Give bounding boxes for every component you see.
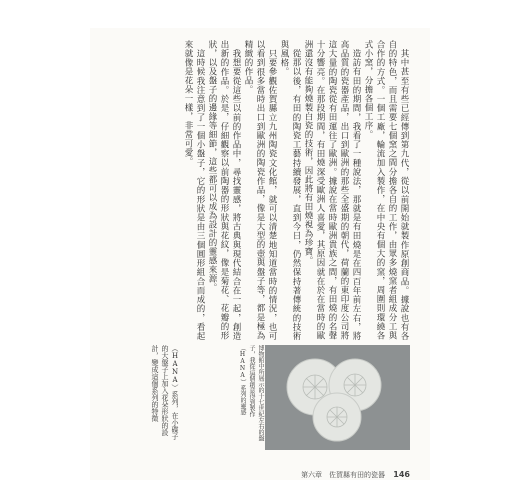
page-footer bbox=[300, 470, 410, 482]
page-number: 146 bbox=[393, 470, 410, 479]
paragraph: 我想要從這些以前的作品中，尋找靈感，將古典與現代結合在一起，創造出新的作品。於是，仔細觀察以前陶器的形狀與花紋，像是菊花、花瓣的形狀，以及盤子的邊緣等細節，這些都可以成為設計的靈感來源。 bbox=[207, 40, 241, 340]
paragraph: 其中甚至有些已經傳到第九代，從以前開始就製作原創商品。據說也有各自的特色，而且需要七個窯之間分擔各自的工作，由眾多燒窯者組成分工與合作的方式。一個工廠，輪流加入製作，在中央有個大的窯，周圍則環繞各式小窯，分擔各個工序。 bbox=[363, 40, 409, 340]
paragraph: 這時候我注意到了一個小盤子，它的形狀是由三個圓形組合而成的，看起來就像是花朵一樣，非常可愛。 bbox=[183, 40, 205, 340]
side-caption: （HANA）系列，在小碟子的大盤子上加入花朵形狀的設計，變成這個系列的特徵 bbox=[151, 345, 179, 440]
paragraph: 只要參觀佐賀縣立九州陶瓷文化館，就可以清楚地知道當時的情況，也可以看到很多當時出口到歐洲的陶瓷作品，像是大型的壺與盤子等，都是極為精緻的作品。 bbox=[243, 40, 277, 340]
paragraph: 從那以後，有田的陶瓷工藝持續發展，直到今日，仍然保持著傳統的技術與風格。 bbox=[279, 40, 301, 340]
chapter-title: 第六章 佐賀縣有田的瓷器 bbox=[301, 471, 386, 479]
flower-plate-image bbox=[265, 345, 410, 450]
paragraph: 造訪有田的期間，我看了一種說法，那就是有田燒是在四百年前左右，將高品質的瓷器產品，出口到歐洲的那些全盛期的朝代，荷蘭的東印度公司將這大量的陶瓷從有田運往了歐洲。據說在當時歐洲貴族之間，有田燒的名聲十分響亮。在那段期間，有田燒深受歐洲人喜愛，其原因就在於在當時的歐洲還沒有能夠燒製白瓷的技術，因此將有田燒視為珍寶。 bbox=[303, 40, 361, 340]
plate-photo bbox=[265, 345, 410, 450]
photo-caption: 博物館中所展示的十七世紀左右的盤子，我從這個創意得到製作（HANA）系列的靈感 bbox=[239, 345, 264, 441]
body-text bbox=[110, 40, 410, 340]
